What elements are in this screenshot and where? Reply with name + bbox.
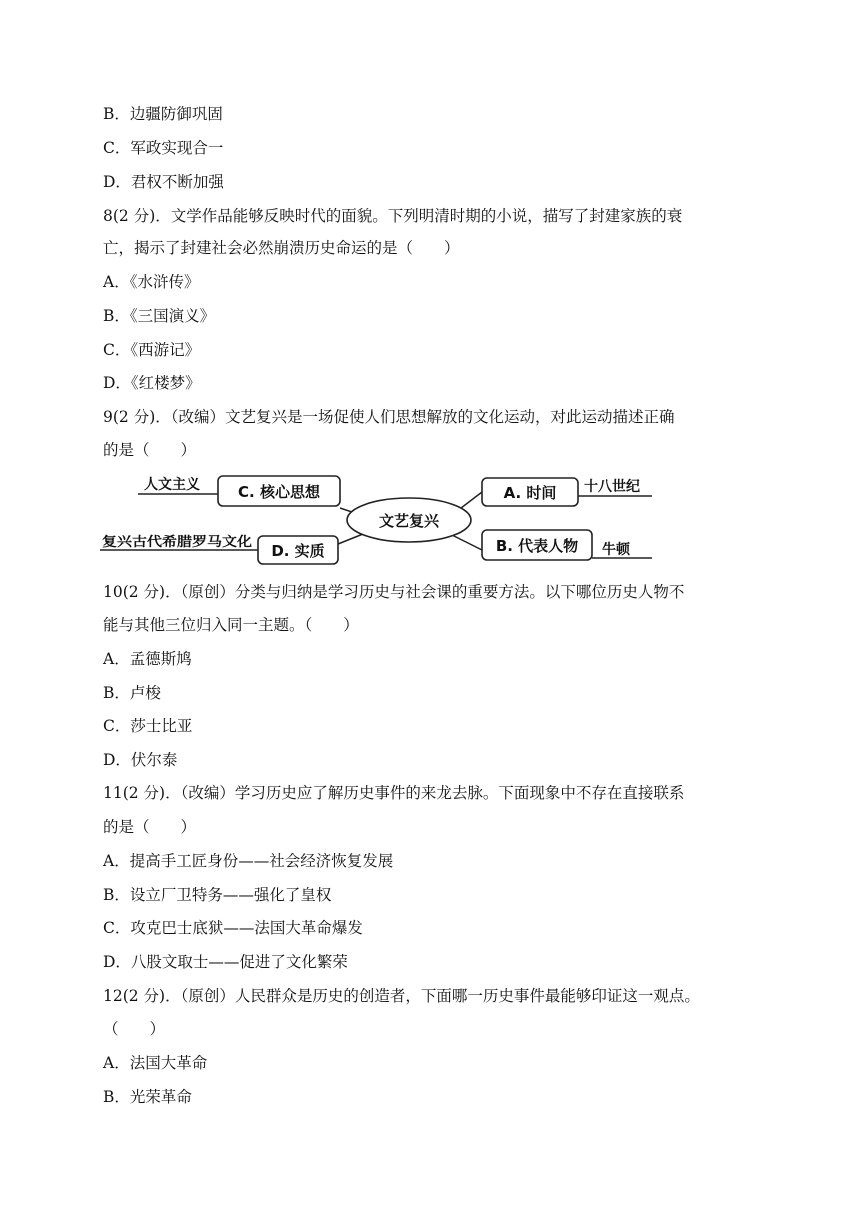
label-a: 十八世纪: [584, 479, 640, 495]
label-c: 人文主义: [144, 477, 200, 493]
q11-option-d: D．八股文取士——促进了文化繁荣: [103, 953, 348, 971]
box-a-label: A. 时间: [503, 484, 557, 502]
q7-option-b: B．边疆防御巩固: [103, 105, 223, 123]
q12-option-b: B．光荣革命: [103, 1088, 192, 1106]
q8-option-b: B．《三国演义》: [103, 307, 216, 325]
renaissance-mind-map: [100, 470, 660, 565]
q11-stem-line2: 的是（ ）: [103, 818, 197, 836]
q11-option-a: A．提高手工匠身份——社会经济恢复发展: [103, 852, 394, 870]
q11-stem-line1: 11(2 分)．（改编）学习历史应了解历史事件的来龙去脉。下面现象中不存在直接联系: [103, 784, 685, 802]
q10-option-a: A．孟德斯鸠: [103, 650, 192, 668]
q7-option-d: D．君权不断加强: [103, 173, 224, 191]
q11-option-c: C．攻克巴士底狱——法国大革命爆发: [103, 919, 363, 937]
q12-stem-line1: 12(2 分)．（原创）人民群众是历史的创造者，下面哪一历史事件最能够印证这一观点。: [103, 987, 700, 1005]
q11-option-b: B．设立厂卫特务——强化了皇权: [103, 886, 332, 904]
q7-option-c: C．军政实现合一: [103, 139, 224, 157]
q8-option-a: A．《水浒传》: [103, 273, 200, 291]
q9-stem-line1: 9(2 分)．（改编）文艺复兴是一场促使人们思想解放的文化运动，对此运动描述正确: [103, 408, 675, 426]
q10-stem-line2: 能与其他三位归入同一主题。（ ）: [103, 616, 359, 634]
box-c-label: C. 核心思想: [238, 483, 320, 501]
q12-option-a: A．法国大革命: [103, 1054, 208, 1072]
q12-stem-line2: （ ）: [103, 1020, 166, 1038]
label-d: 复兴古代希腊罗马文化: [102, 535, 233, 550]
label-b: 牛顿: [602, 542, 630, 558]
q10-stem-line1: 10(2 分)．（原创）分类与归纳是学习历史与社会课的重要方法。以下哪位历史人物不: [103, 583, 685, 601]
q10-option-d: D．伏尔泰: [103, 751, 178, 769]
q10-option-b: B．卢梭: [103, 684, 161, 702]
q8-stem-line2: 亡，揭示了封建社会必然崩溃历史命运的是（ ）: [103, 239, 460, 257]
q8-option-d: D．《红楼梦》: [103, 374, 201, 392]
box-b-label: B. 代表人物: [495, 537, 579, 555]
center-label: 文艺复兴: [378, 512, 440, 530]
box-d-label: D. 实质: [271, 542, 325, 560]
q8-stem-line1: 8(2 分)．文学作品能够反映时代的面貌。下列明清时期的小说，描写了封建家族的衰: [103, 207, 683, 225]
q10-option-c: C．莎士比亚: [103, 717, 193, 735]
q8-option-c: C．《西游记》: [103, 341, 201, 359]
q9-stem-line2: 的是（ ）: [103, 441, 197, 459]
